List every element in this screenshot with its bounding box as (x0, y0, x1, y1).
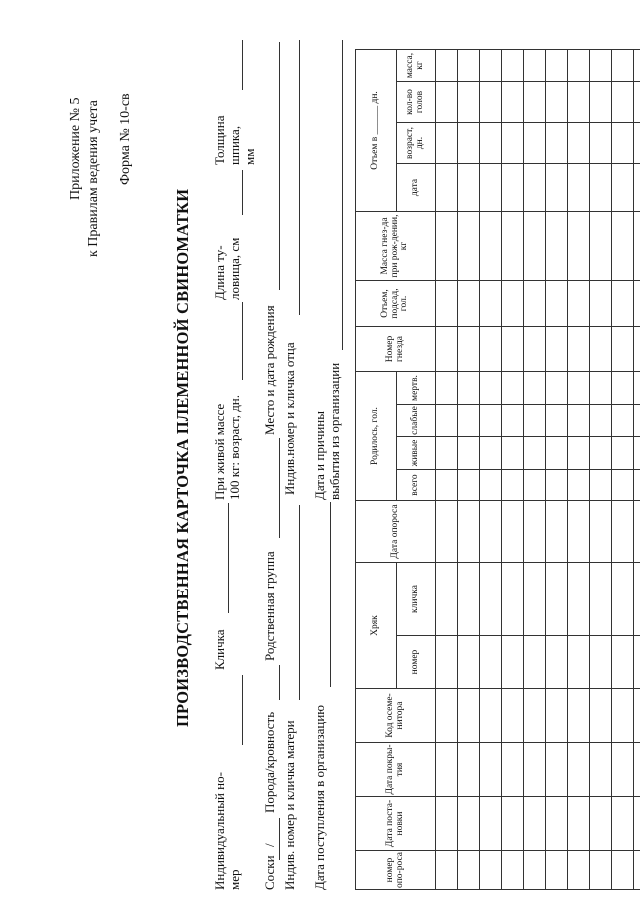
table-cell[interactable] (568, 405, 590, 437)
table-cell[interactable] (524, 327, 546, 372)
table-cell[interactable] (590, 327, 612, 372)
kin-group-field[interactable] (279, 438, 280, 538)
individual-number-field[interactable] (242, 675, 243, 745)
table-row (436, 50, 458, 890)
date-cover-header: Дата покры-тия (356, 743, 436, 797)
leave-reason-field[interactable] (342, 40, 343, 350)
table-cell[interactable] (480, 405, 502, 437)
weight-age-label: При живой массе 100 кг: возраст, дн. (212, 394, 242, 500)
table-cell[interactable] (634, 327, 640, 372)
table-row (502, 50, 524, 890)
table-cell[interactable] (502, 636, 524, 689)
table-row (612, 50, 634, 890)
table-cell[interactable] (502, 405, 524, 437)
table-cell[interactable] (502, 689, 524, 743)
table-cell[interactable] (634, 797, 640, 851)
table-cell[interactable] (590, 689, 612, 743)
arrival-date-label: Дата поступления в организацию (312, 704, 327, 890)
table-cell[interactable] (458, 501, 480, 563)
father-field[interactable] (299, 40, 300, 315)
table-row (524, 50, 546, 890)
table-cell[interactable] (590, 212, 612, 281)
table-cell[interactable] (568, 281, 590, 327)
table-cell[interactable] (612, 123, 634, 164)
table-cell[interactable] (590, 470, 612, 501)
table-cell[interactable] (436, 50, 458, 82)
table-cell[interactable] (568, 437, 590, 470)
nest-number-header: Номер гнезда (356, 327, 436, 372)
table-cell[interactable] (634, 743, 640, 797)
table-cell[interactable] (634, 501, 640, 563)
wean-mass-header: масса, кг (397, 50, 436, 82)
table-row (568, 50, 590, 890)
table-cell[interactable] (480, 636, 502, 689)
weaning-group-header: Отъем в ______ дн. (356, 50, 397, 212)
fat-thickness-label: Толщина шпика, мм (212, 115, 257, 165)
table-cell[interactable] (458, 281, 480, 327)
table-cell[interactable] (612, 50, 634, 82)
table-cell[interactable] (502, 743, 524, 797)
table-cell[interactable] (634, 123, 640, 164)
table-cell[interactable] (502, 851, 524, 890)
table-cell[interactable] (612, 636, 634, 689)
table-cell[interactable] (590, 372, 612, 405)
table-cell[interactable] (524, 563, 546, 636)
table-cell[interactable] (590, 797, 612, 851)
wean-age-header: возраст, дн. (397, 123, 436, 164)
table-cell[interactable] (568, 743, 590, 797)
table-cell[interactable] (524, 851, 546, 890)
table-cell[interactable] (458, 743, 480, 797)
table-cell[interactable] (568, 372, 590, 405)
table-cell[interactable] (436, 281, 458, 327)
page-title: ПРОИЗВОДСТВЕННАЯ КАРТОЧКА ПЛЕМЕННОЙ СВИНОМАТКИ (173, 188, 192, 727)
torso-length-label: Длина ту- ловища, см (212, 237, 242, 300)
birth-place-field[interactable] (279, 42, 280, 290)
table-cell[interactable] (568, 797, 590, 851)
table-cell[interactable] (458, 437, 480, 470)
table-cell[interactable] (612, 405, 634, 437)
table-cell[interactable] (546, 501, 568, 563)
nickname-field[interactable] (228, 503, 229, 613)
table-cell[interactable] (436, 470, 458, 501)
table-cell[interactable] (524, 50, 546, 82)
table-cell[interactable] (612, 689, 634, 743)
table-cell[interactable] (458, 123, 480, 164)
table-cell[interactable] (590, 743, 612, 797)
table-cell[interactable] (524, 82, 546, 123)
table-cell[interactable] (524, 470, 546, 501)
table-cell[interactable] (436, 164, 458, 212)
table-cell[interactable] (502, 501, 524, 563)
table-cell[interactable] (480, 437, 502, 470)
table-cell[interactable] (590, 123, 612, 164)
nickname-label: Кличка (212, 629, 227, 670)
table-cell[interactable] (480, 851, 502, 890)
table-cell[interactable] (590, 501, 612, 563)
table-cell[interactable] (436, 327, 458, 372)
date-set-header: Дата поста-новки (356, 797, 436, 851)
table-cell[interactable] (480, 327, 502, 372)
wean-heads-header: кол-во голов (397, 82, 436, 123)
table-cell[interactable] (568, 851, 590, 890)
boar-number-header: номер (397, 636, 436, 689)
table-cell[interactable] (568, 327, 590, 372)
table-cell[interactable] (590, 50, 612, 82)
table-cell[interactable] (546, 82, 568, 123)
table-cell[interactable] (612, 82, 634, 123)
table-cell[interactable] (634, 212, 640, 281)
table-cell[interactable] (524, 405, 546, 437)
teats-slash: / (262, 843, 277, 847)
table-cell[interactable] (590, 405, 612, 437)
table-cell[interactable] (612, 743, 634, 797)
table-cell[interactable] (590, 82, 612, 123)
table-cell[interactable] (502, 212, 524, 281)
table-cell[interactable] (634, 470, 640, 501)
table-cell[interactable] (546, 563, 568, 636)
table-cell[interactable] (634, 50, 640, 82)
table-cell[interactable] (568, 82, 590, 123)
table-cell[interactable] (480, 797, 502, 851)
table-cell[interactable] (546, 636, 568, 689)
boar-name-header: кличка (397, 563, 436, 636)
table-cell[interactable] (436, 851, 458, 890)
table-cell[interactable] (480, 501, 502, 563)
table-cell[interactable] (458, 851, 480, 890)
table-cell[interactable] (546, 50, 568, 82)
table-cell[interactable] (524, 636, 546, 689)
table-cell[interactable] (546, 851, 568, 890)
table-cell[interactable] (546, 281, 568, 327)
table-cell[interactable] (502, 50, 524, 82)
born-dead-header: мертв. (397, 372, 436, 405)
mother-field[interactable] (299, 505, 300, 700)
table-cell[interactable] (502, 470, 524, 501)
table-cell[interactable] (436, 689, 458, 743)
table-cell[interactable] (524, 212, 546, 281)
boar-group-header: Хряк (356, 563, 397, 689)
table-cell[interactable] (612, 212, 634, 281)
farrow-date-header: Дата опороса (356, 501, 436, 563)
table-cell[interactable] (458, 82, 480, 123)
table-cell[interactable] (524, 743, 546, 797)
table-cell[interactable] (612, 372, 634, 405)
table-cell[interactable] (436, 212, 458, 281)
table-row (546, 50, 568, 890)
table-cell[interactable] (546, 164, 568, 212)
table-cell[interactable] (524, 689, 546, 743)
table-cell[interactable] (634, 636, 640, 689)
production-table (355, 49, 640, 890)
teats-label: Соски (262, 855, 277, 890)
table-cell[interactable] (634, 437, 640, 470)
table-cell[interactable] (480, 689, 502, 743)
table-cell[interactable] (590, 636, 612, 689)
table-cell[interactable] (568, 470, 590, 501)
table-cell[interactable] (546, 405, 568, 437)
table-cell[interactable] (546, 797, 568, 851)
father-label: Индив.номер и кличка отца (282, 342, 297, 495)
table-row (458, 50, 480, 890)
table-cell[interactable] (502, 281, 524, 327)
farrow-number-header: номер опо-роса (356, 851, 436, 890)
table-cell[interactable] (590, 281, 612, 327)
teats-field[interactable] (279, 818, 280, 860)
table-cell[interactable] (458, 689, 480, 743)
born-group-header: Родилось, гол. (356, 372, 397, 501)
nest-mass-header: Масса гнез-да при рож-дении, кг (356, 212, 436, 281)
table-cell[interactable] (502, 164, 524, 212)
table-cell[interactable] (480, 123, 502, 164)
table-cell[interactable] (612, 501, 634, 563)
table-cell[interactable] (502, 563, 524, 636)
table-cell[interactable] (480, 470, 502, 501)
table-cell[interactable] (524, 501, 546, 563)
table-cell[interactable] (436, 372, 458, 405)
table-cell[interactable] (546, 689, 568, 743)
table-cell[interactable] (524, 164, 546, 212)
table-cell[interactable] (436, 82, 458, 123)
table-cell[interactable] (546, 470, 568, 501)
weaned-heads-header: Отъем, подсад, гол. (356, 281, 436, 327)
table-cell[interactable] (634, 372, 640, 405)
table-cell[interactable] (612, 851, 634, 890)
table-cell[interactable] (436, 636, 458, 689)
table-cell[interactable] (436, 437, 458, 470)
table-cell[interactable] (612, 437, 634, 470)
table-cell[interactable] (480, 281, 502, 327)
table-cell[interactable] (568, 50, 590, 82)
table-cell[interactable] (480, 164, 502, 212)
table-cell[interactable] (634, 82, 640, 123)
table-cell[interactable] (502, 327, 524, 372)
table-cell[interactable] (590, 563, 612, 636)
table-cell[interactable] (458, 372, 480, 405)
table-cell[interactable] (634, 851, 640, 890)
table-cell[interactable] (436, 563, 458, 636)
table-cell[interactable] (502, 437, 524, 470)
birth-place-label: Место и дата рождения (262, 305, 277, 435)
table-cell[interactable] (612, 164, 634, 212)
table-cell[interactable] (436, 123, 458, 164)
table-cell[interactable] (458, 470, 480, 501)
table-cell[interactable] (590, 851, 612, 890)
table-cell[interactable] (546, 212, 568, 281)
table-cell[interactable] (524, 372, 546, 405)
table-cell[interactable] (458, 636, 480, 689)
table-cell[interactable] (480, 372, 502, 405)
born-total-header: всего (397, 470, 436, 501)
table-cell[interactable] (436, 405, 458, 437)
table-cell[interactable] (612, 797, 634, 851)
kin-group-label: Родственная группа (262, 551, 277, 661)
table-cell[interactable] (458, 563, 480, 636)
table-cell[interactable] (634, 164, 640, 212)
inseminator-code-header: Код осеме-нитора (356, 689, 436, 743)
table-cell[interactable] (590, 437, 612, 470)
fat-thickness-field[interactable] (242, 40, 243, 90)
table-cell[interactable] (546, 123, 568, 164)
table-cell[interactable] (568, 563, 590, 636)
table-cell[interactable] (546, 437, 568, 470)
table-cell[interactable] (612, 470, 634, 501)
table-cell[interactable] (502, 123, 524, 164)
table-cell[interactable] (458, 405, 480, 437)
breed-label: Порода/кровность (262, 711, 277, 813)
table-row (480, 50, 502, 890)
table-cell[interactable] (480, 50, 502, 82)
table-cell[interactable] (502, 372, 524, 405)
table-cell[interactable] (568, 164, 590, 212)
table-cell[interactable] (590, 164, 612, 212)
table-cell[interactable] (546, 372, 568, 405)
table-cell[interactable] (524, 437, 546, 470)
table-cell[interactable] (480, 563, 502, 636)
table-cell[interactable] (502, 797, 524, 851)
rules-label: к Правилам ведения учета (86, 100, 101, 257)
table-cell[interactable] (568, 501, 590, 563)
table-cell[interactable] (480, 743, 502, 797)
table-cell[interactable] (458, 212, 480, 281)
table-cell[interactable] (436, 797, 458, 851)
table-cell[interactable] (458, 797, 480, 851)
born-alive-header: живые (397, 437, 436, 470)
table-cell[interactable] (568, 212, 590, 281)
wean-date-header: дата (397, 164, 436, 212)
table-cell[interactable] (612, 563, 634, 636)
table-cell[interactable] (524, 123, 546, 164)
torso-length-field[interactable] (242, 170, 243, 215)
form-number: Форма № 10-св (118, 93, 133, 185)
appendix-label: Приложение № 5 (68, 97, 83, 200)
table-cell[interactable] (524, 797, 546, 851)
table-cell[interactable] (502, 82, 524, 123)
leave-reason-label: Дата и причины выбытия из организации (312, 362, 342, 500)
table-cell[interactable] (458, 164, 480, 212)
table-cell[interactable] (480, 212, 502, 281)
mother-label: Индив. номер и кличка матери (282, 720, 297, 890)
table-cell[interactable] (436, 743, 458, 797)
arrival-date-field[interactable] (330, 502, 331, 687)
born-weak-header: слабые (397, 405, 436, 437)
table-cell[interactable] (612, 281, 634, 327)
table-row (634, 50, 640, 890)
table-cell[interactable] (568, 123, 590, 164)
weight-age-field[interactable] (242, 302, 243, 380)
table-cell[interactable] (634, 563, 640, 636)
table-cell[interactable] (458, 50, 480, 82)
table-cell[interactable] (546, 327, 568, 372)
individual-number-label: Индивидуальный но- мер (212, 772, 242, 890)
table-cell[interactable] (546, 743, 568, 797)
table-cell[interactable] (480, 82, 502, 123)
table-row (590, 50, 612, 890)
table-cell[interactable] (458, 327, 480, 372)
table-cell[interactable] (612, 327, 634, 372)
table-cell[interactable] (634, 405, 640, 437)
table-cell[interactable] (568, 689, 590, 743)
table-cell[interactable] (634, 689, 640, 743)
table-cell[interactable] (634, 281, 640, 327)
table-cell[interactable] (436, 501, 458, 563)
table-cell[interactable] (568, 636, 590, 689)
table-cell[interactable] (524, 281, 546, 327)
breed-field[interactable] (279, 665, 280, 700)
